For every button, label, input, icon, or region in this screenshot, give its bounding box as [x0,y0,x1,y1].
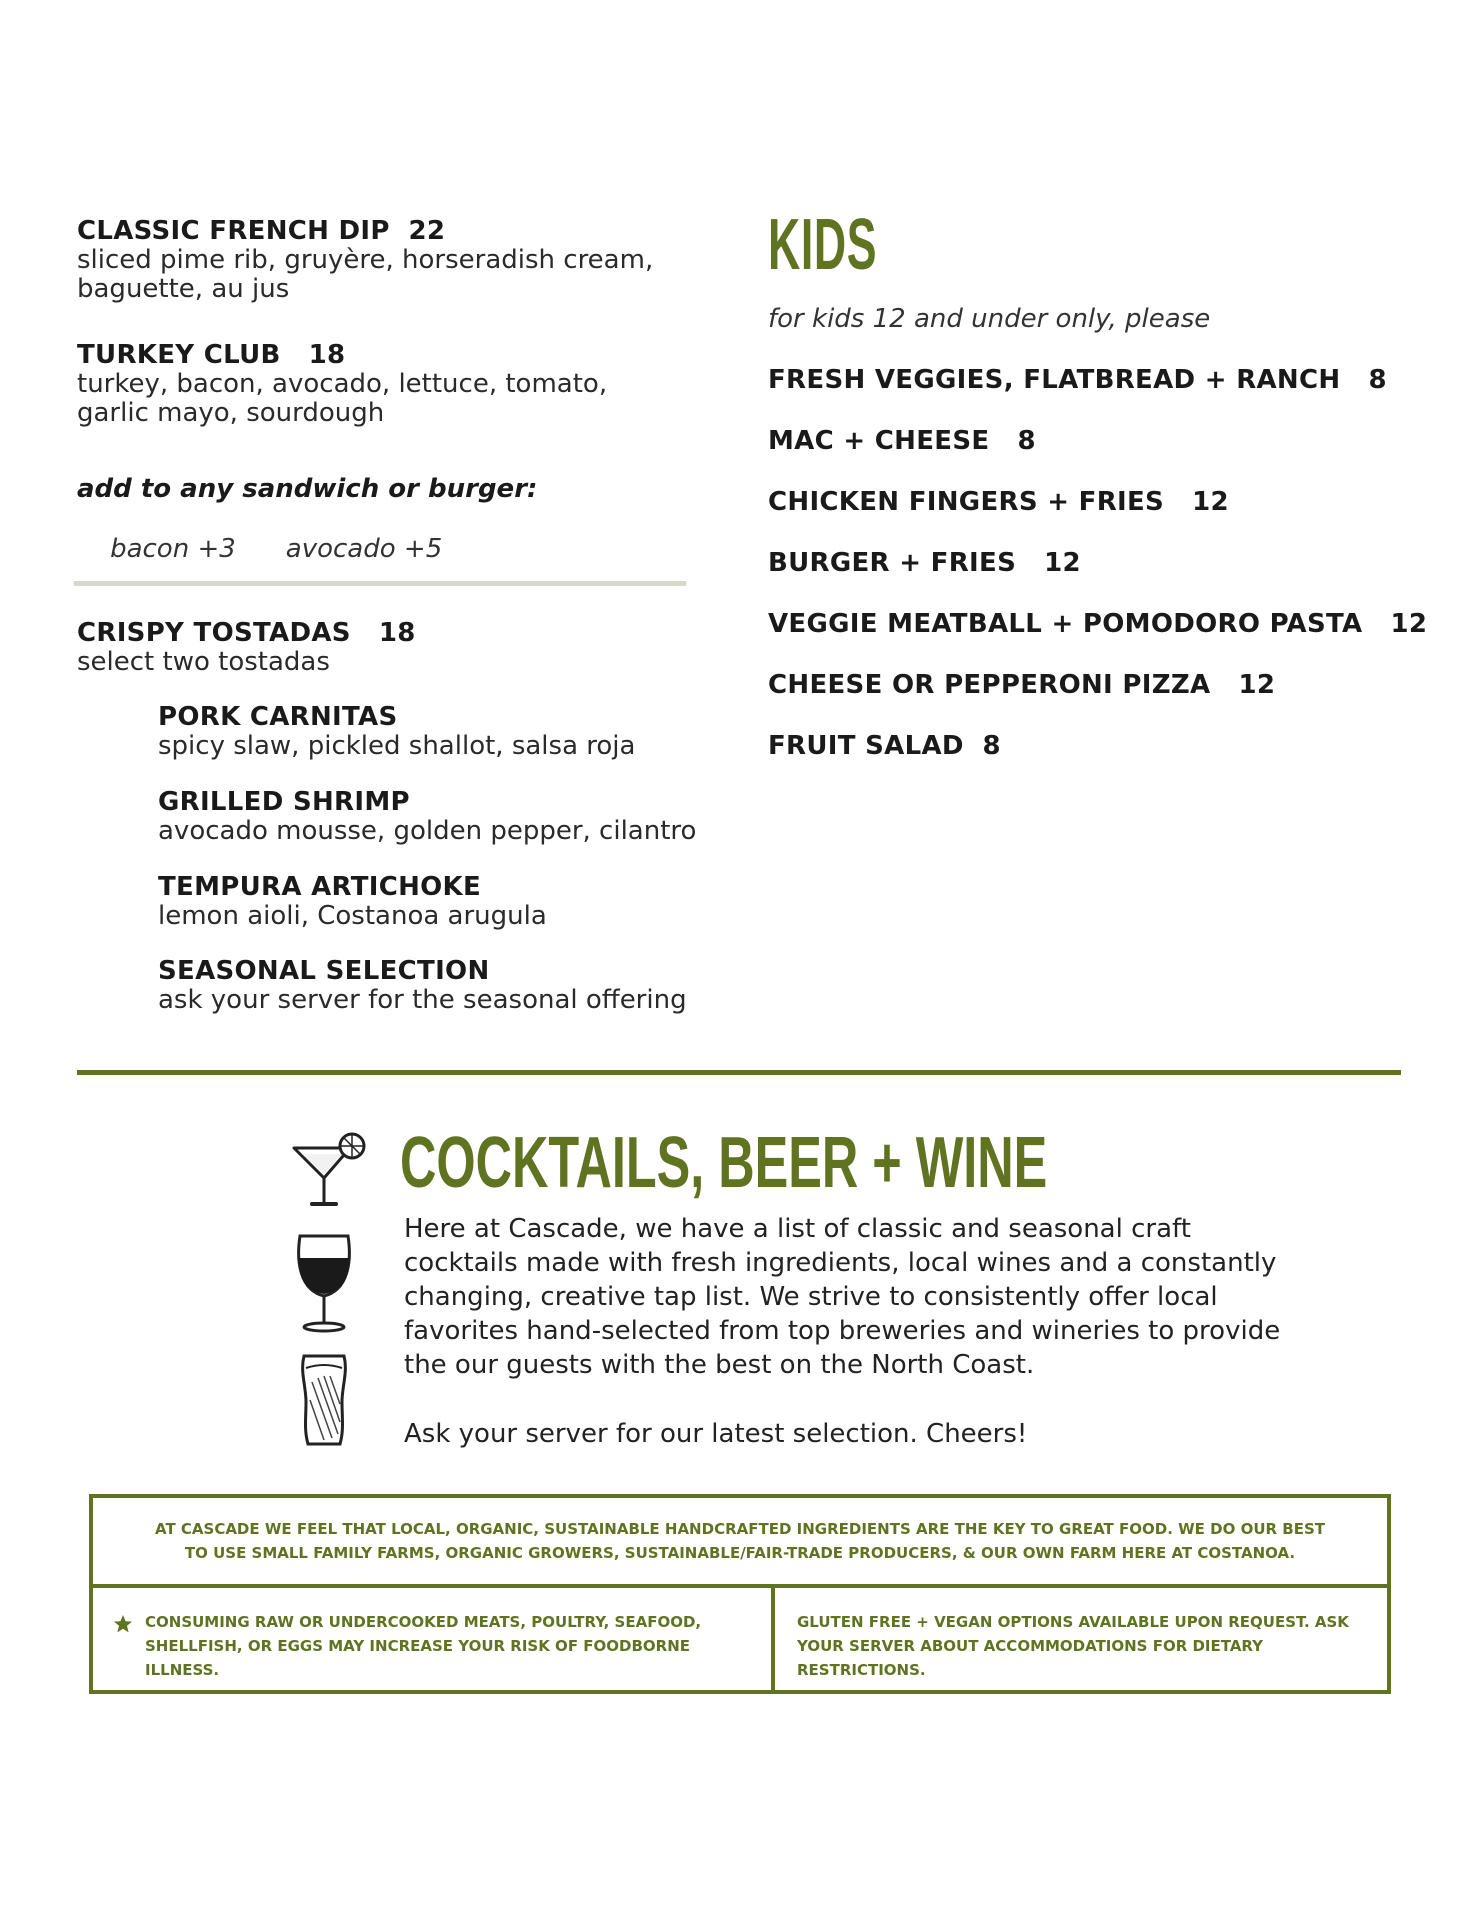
option-description: lemon aioli, Costanoa arugula [158,901,547,931]
addon-bacon: bacon +3 [110,534,236,564]
section-divider-green [77,1070,1401,1075]
kids-item: CHEESE OR PEPPERONI PIZZA 12 [768,670,1276,700]
kids-title: KIDS [768,205,878,285]
tostada-option [158,702,718,761]
kids-item: BURGER + FRIES 12 [768,548,1081,578]
drinks-paragraph: Here at Cascade, we have a list of classic and seasonal craft cocktails made with fresh ingredients, local wines and a constantly changing, creative tap list. We strive to consistently offer local favorites hand-selected from top breweries and wineries to provide the our guests with the best on the North Coast. [404,1214,1281,1380]
addons-block [77,474,677,594]
notice-box-right [771,1584,1391,1694]
option-description: avocado mousse, golden pepper, cilantro [158,816,697,846]
option-description: ask your server for the seasonal offering [158,985,687,1015]
star-icon [113,1614,133,1634]
wine-glass-icon [294,1232,354,1334]
kids-item: VEGGIE MEATBALL + POMODORO PASTA 12 [768,609,1428,639]
kids-item: MAC + CHEESE 8 [768,426,1036,456]
notice-raw-food-warning: CONSUMING RAW OR UNDERCOOKED MEATS, POULTRY, SEAFOOD, SHELLFISH, OR EGGS MAY INCREASE YOUR RISK OF FOODBORNE ILLNESS. [145,1613,702,1679]
option-name: TEMPURA ARTICHOKE [158,872,482,902]
notice-box-top [89,1494,1391,1588]
notice-box-left [89,1584,775,1694]
menu-item-turkey-club [77,340,637,428]
cocktails-title: COCKTAILS, BEER + WINE [400,1123,1048,1203]
option-description: spicy slaw, pickled shallot, salsa roja [158,731,636,761]
addon-avocado: avocado +5 [285,534,443,564]
item-name: TURKEY CLUB 18 [77,340,346,370]
option-name: GRILLED SHRIMP [158,787,410,817]
option-name: PORK CARNITAS [158,702,398,732]
menu-item-tostadas [77,618,677,677]
tostada-option [158,787,718,846]
item-name: CLASSIC FRENCH DIP 22 [77,216,446,246]
tostada-option [158,872,718,931]
kids-item: FRUIT SALAD 8 [768,731,1001,761]
section-divider [74,581,686,586]
beer-glass-icon [298,1352,350,1448]
item-description: turkey, bacon, avocado, lettuce, tomato, garlic mayo, sourdough [77,369,608,428]
menu-item-french-dip [77,216,677,304]
drinks-closing: Ask your server for our latest selection. Cheers! [404,1419,1028,1449]
item-name: CRISPY TOSTADAS 18 [77,618,416,648]
option-name: SEASONAL SELECTION [158,956,490,986]
kids-item: FRESH VEGGIES, FLATBREAD + RANCH 8 [768,365,1387,395]
item-description: sliced pime rib, gruyère, horseradish cream, baguette, au jus [77,245,654,304]
notice-dietary-options: GLUTEN FREE + VEGAN OPTIONS AVAILABLE UPON REQUEST. ASK YOUR SERVER ABOUT ACCOMMODATIONS FOR DIETARY RESTRICTIONS. [797,1613,1349,1679]
item-description: select two tostadas [77,647,330,677]
kids-note: for kids 12 and under only, please [768,304,1211,334]
kids-item: CHICKEN FINGERS + FRIES 12 [768,487,1229,517]
tostada-option [158,956,718,1015]
notice-local-sourcing: AT CASCADE WE FEEL THAT LOCAL, ORGANIC, SUSTAINABLE HANDCRAFTED INGREDIENTS ARE THE KEY TO GREAT FOOD. WE DO OUR BEST TO USE SMALL FAMILY FARMS, ORGANIC GROWERS, SUSTAINABLE/FAIR-TRADE PRODUCERS, & OUR OWN FARM HERE AT COSTANOA. [155,1520,1325,1562]
addons-label: add to any sandwich or burger: [77,474,538,504]
cocktail-glass-icon [290,1130,370,1210]
